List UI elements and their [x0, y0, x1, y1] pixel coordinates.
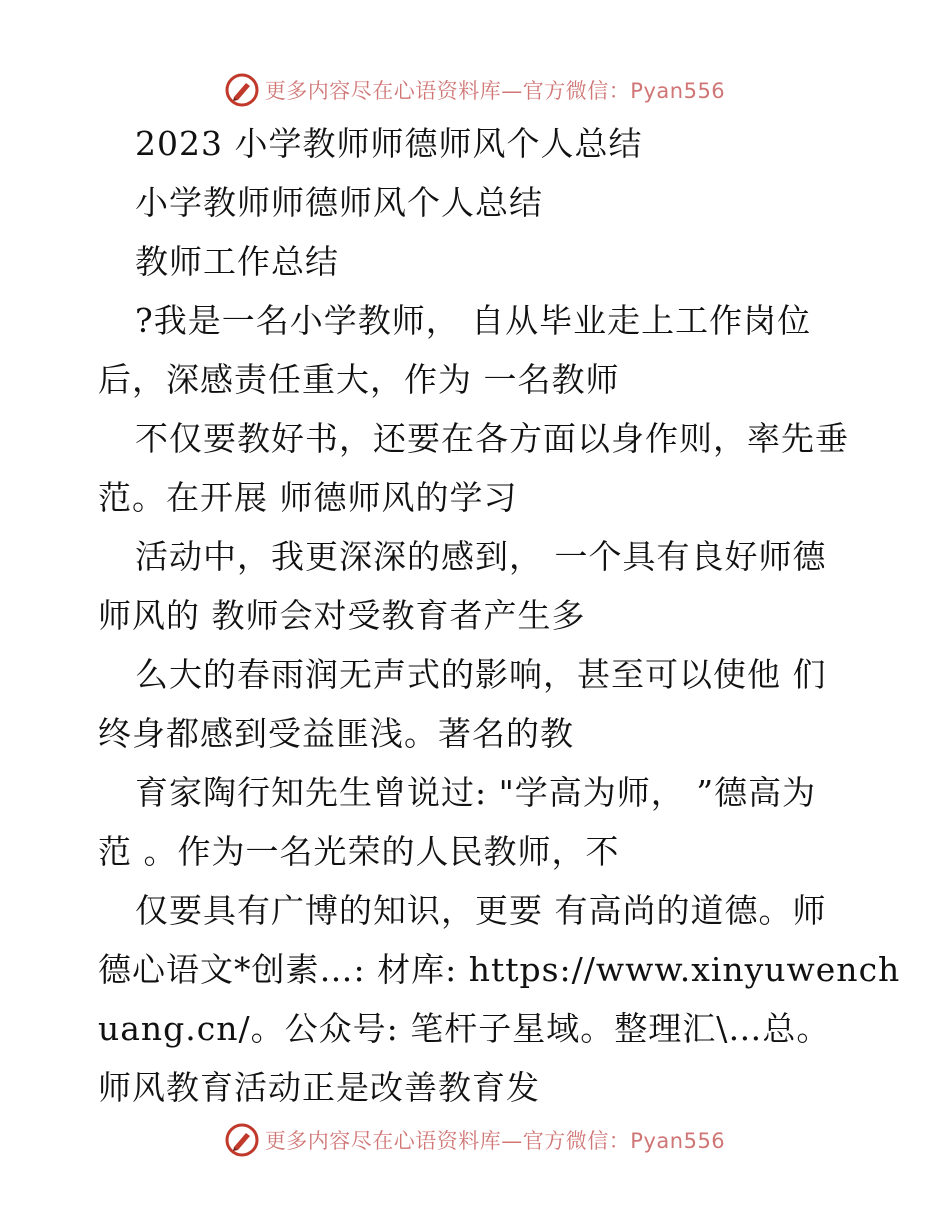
paragraph-line: 师风的 教师会对受教育者产生多: [98, 596, 586, 635]
paragraph-line: 范。在开展 师德师风的学习: [98, 478, 518, 517]
document-title: 2023 小学教师师德师风个人总结: [135, 124, 643, 163]
header-banner-text: 更多内容尽在心语资料库—官方微信：Pyan556: [264, 79, 726, 103]
paragraph-line: 德心语文*创素…: 材库: https://www.xinyuwench: [98, 950, 901, 989]
pen-seal-icon: [225, 73, 259, 107]
paragraph-line: 终身都感到受益匪浅。著名的教: [98, 714, 574, 753]
footer-banner: [0, 1120, 950, 1160]
paragraph-line: ?我是一名小学教师， 自从毕业走上工作岗位: [135, 301, 812, 340]
paragraph-line: 范 。作为一名光荣的人民教师，不: [98, 832, 620, 871]
header-banner: [0, 70, 950, 110]
pen-seal-icon: [225, 1123, 259, 1157]
document-subtitle: 小学教师师德师风个人总结: [135, 183, 543, 222]
section-heading: 教师工作总结: [135, 242, 339, 281]
paragraph-line: 后，深感责任重大，作为 一名教师: [98, 360, 620, 399]
paragraph-line: 活动中，我更深深的感到， 一个具有良好师德: [135, 537, 827, 576]
footer-banner-text: 更多内容尽在心语资料库—官方微信：Pyan556: [264, 1129, 726, 1153]
paragraph-line: 么大的春雨润无声式的影响，甚至可以使他 们: [135, 655, 827, 694]
paragraph-line: 育家陶行知先生曾说过: "学高为师， ”德高为: [135, 773, 817, 812]
paragraph-line: 仅要具有广博的知识，更要 有高尚的道德。师: [135, 891, 827, 930]
paragraph-line: 不仅要教好书，还要在各方面以身作则，率先垂: [135, 419, 849, 458]
paragraph-line: uang.cn/。公众号: 笔杆子星域。整理汇\…总。: [98, 1009, 831, 1048]
paragraph-line: 师风教育活动正是改善教育发: [98, 1068, 540, 1107]
